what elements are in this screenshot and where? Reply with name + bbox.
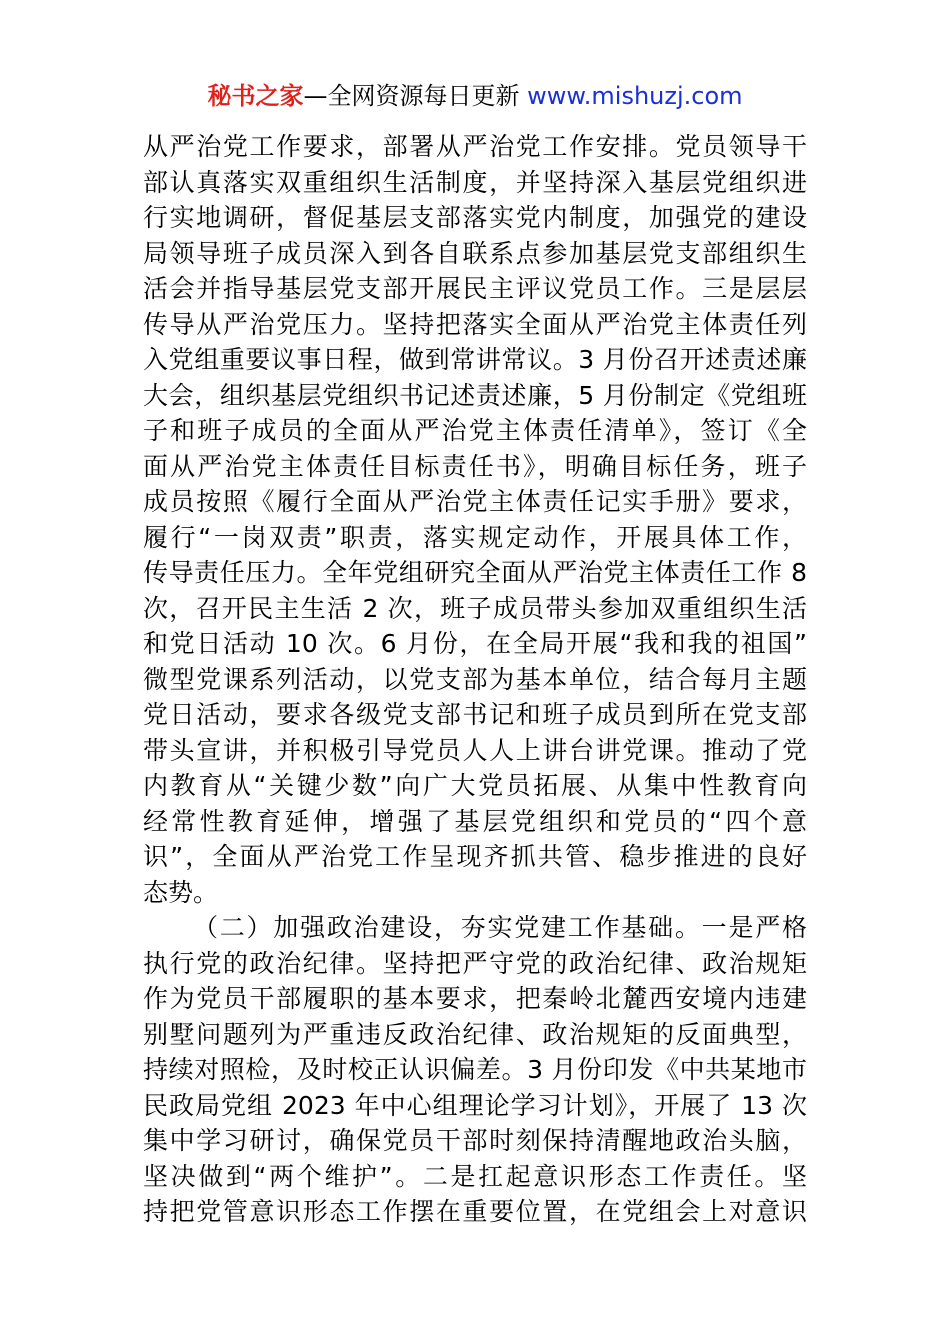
text-line: 传导从严治党压力。坚持把落实全面从严治党主体责任列 bbox=[143, 309, 807, 339]
text-line: 活会并指导基层党支部开展民主评议党员工作。三是层层 bbox=[143, 274, 807, 303]
text-line: 和党日活动 10 次。6 月份，在全局开展“我和我的祖国” bbox=[143, 629, 807, 658]
text-line: 经常性教育延伸，增强了基层党组织和党员的“四个意 bbox=[143, 806, 807, 836]
text-line: 持续对照检，及时校正认识偏差。3 月份印发《中共某地市 bbox=[143, 1055, 807, 1084]
text-line-paragraph-end: 态势。 bbox=[143, 877, 219, 907]
text-line: 持把党管意识形态工作摆在重要位置，在党组会上对意识 bbox=[143, 1197, 807, 1226]
text-line: 识”，全面从严治党工作呈现齐抓共管、稳步推进的良好 bbox=[143, 842, 807, 871]
text-line: 民政局党组 2023 年中心组理论学习计划》，开展了 13 次 bbox=[143, 1090, 807, 1120]
text-line: 次，召开民主生活 2 次，班子成员带头参加双重组织生活 bbox=[143, 593, 807, 623]
text-line: 传导责任压力。全年党组研究全面从严治党主体责任工作 8 bbox=[143, 558, 807, 587]
site-header bbox=[0, 78, 950, 114]
text-line: 面从严治党主体责任目标责任书》，明确目标任务，班子 bbox=[143, 451, 807, 481]
text-line: 子和班子成员的全面从严治党主体责任清单》，签订《全 bbox=[143, 416, 807, 445]
text-line: 内教育从“关键少数”向广大党员拓展、从集中性教育向 bbox=[143, 771, 807, 800]
text-line: 大会，组织基层党组织书记述责述廉，5 月份制定《党组班 bbox=[143, 380, 807, 410]
text-line: 局领导班子成员深入到各自联系点参加基层党支部组织生 bbox=[143, 238, 807, 268]
text-line: 部认真落实双重组织生活制度，并坚持深入基层党组织进 bbox=[143, 167, 807, 197]
text-line: 履行“一岗双责”职责，落实规定动作，开展具体工作， bbox=[143, 522, 807, 552]
text-line: 成员按照《履行全面从严治党主体责任记实手册》要求， bbox=[143, 487, 807, 516]
site-url-link[interactable]: www.mishuzj.com bbox=[527, 82, 743, 110]
text-line: 带头宣讲，并积极引导党员人人上讲台讲党课。推动了党 bbox=[143, 735, 807, 765]
text-line: 党日活动，要求各级党支部书记和班子成员到所在党支部 bbox=[143, 700, 807, 729]
text-line: 别墅问题列为严重违反政治纪律、政治规矩的反面典型， bbox=[143, 1019, 807, 1049]
text-line: 行实地调研，督促基层支部落实党内制度，加强党的建设 bbox=[143, 203, 807, 232]
site-brand: 秘书之家 bbox=[207, 82, 304, 110]
text-line-section-heading: （二）加强政治建设，夯实党建工作基础。一是严格 bbox=[193, 913, 807, 942]
document-body bbox=[143, 129, 807, 1230]
text-line: 作为党员干部履职的基本要求，把秦岭北麓西安境内违建 bbox=[143, 984, 807, 1013]
site-tagline: —全网资源每日更新 bbox=[303, 82, 520, 110]
text-line: 入党组重要议事日程，做到常讲常议。3 月份召开述责述廉 bbox=[143, 345, 807, 374]
text-line: 坚决做到“两个维护”。二是扛起意识形态工作责任。坚 bbox=[143, 1161, 807, 1191]
text-line: 集中学习研讨，确保党员干部时刻保持清醒地政治头脑， bbox=[143, 1126, 807, 1155]
text-line: 执行党的政治纪律。坚持把严守党的政治纪律、政治规矩 bbox=[143, 948, 807, 978]
text-line: 微型党课系列活动，以党支部为基本单位，结合每月主题 bbox=[143, 664, 807, 694]
text-line: 从严治党工作要求，部署从严治党工作安排。党员领导干 bbox=[143, 132, 807, 161]
